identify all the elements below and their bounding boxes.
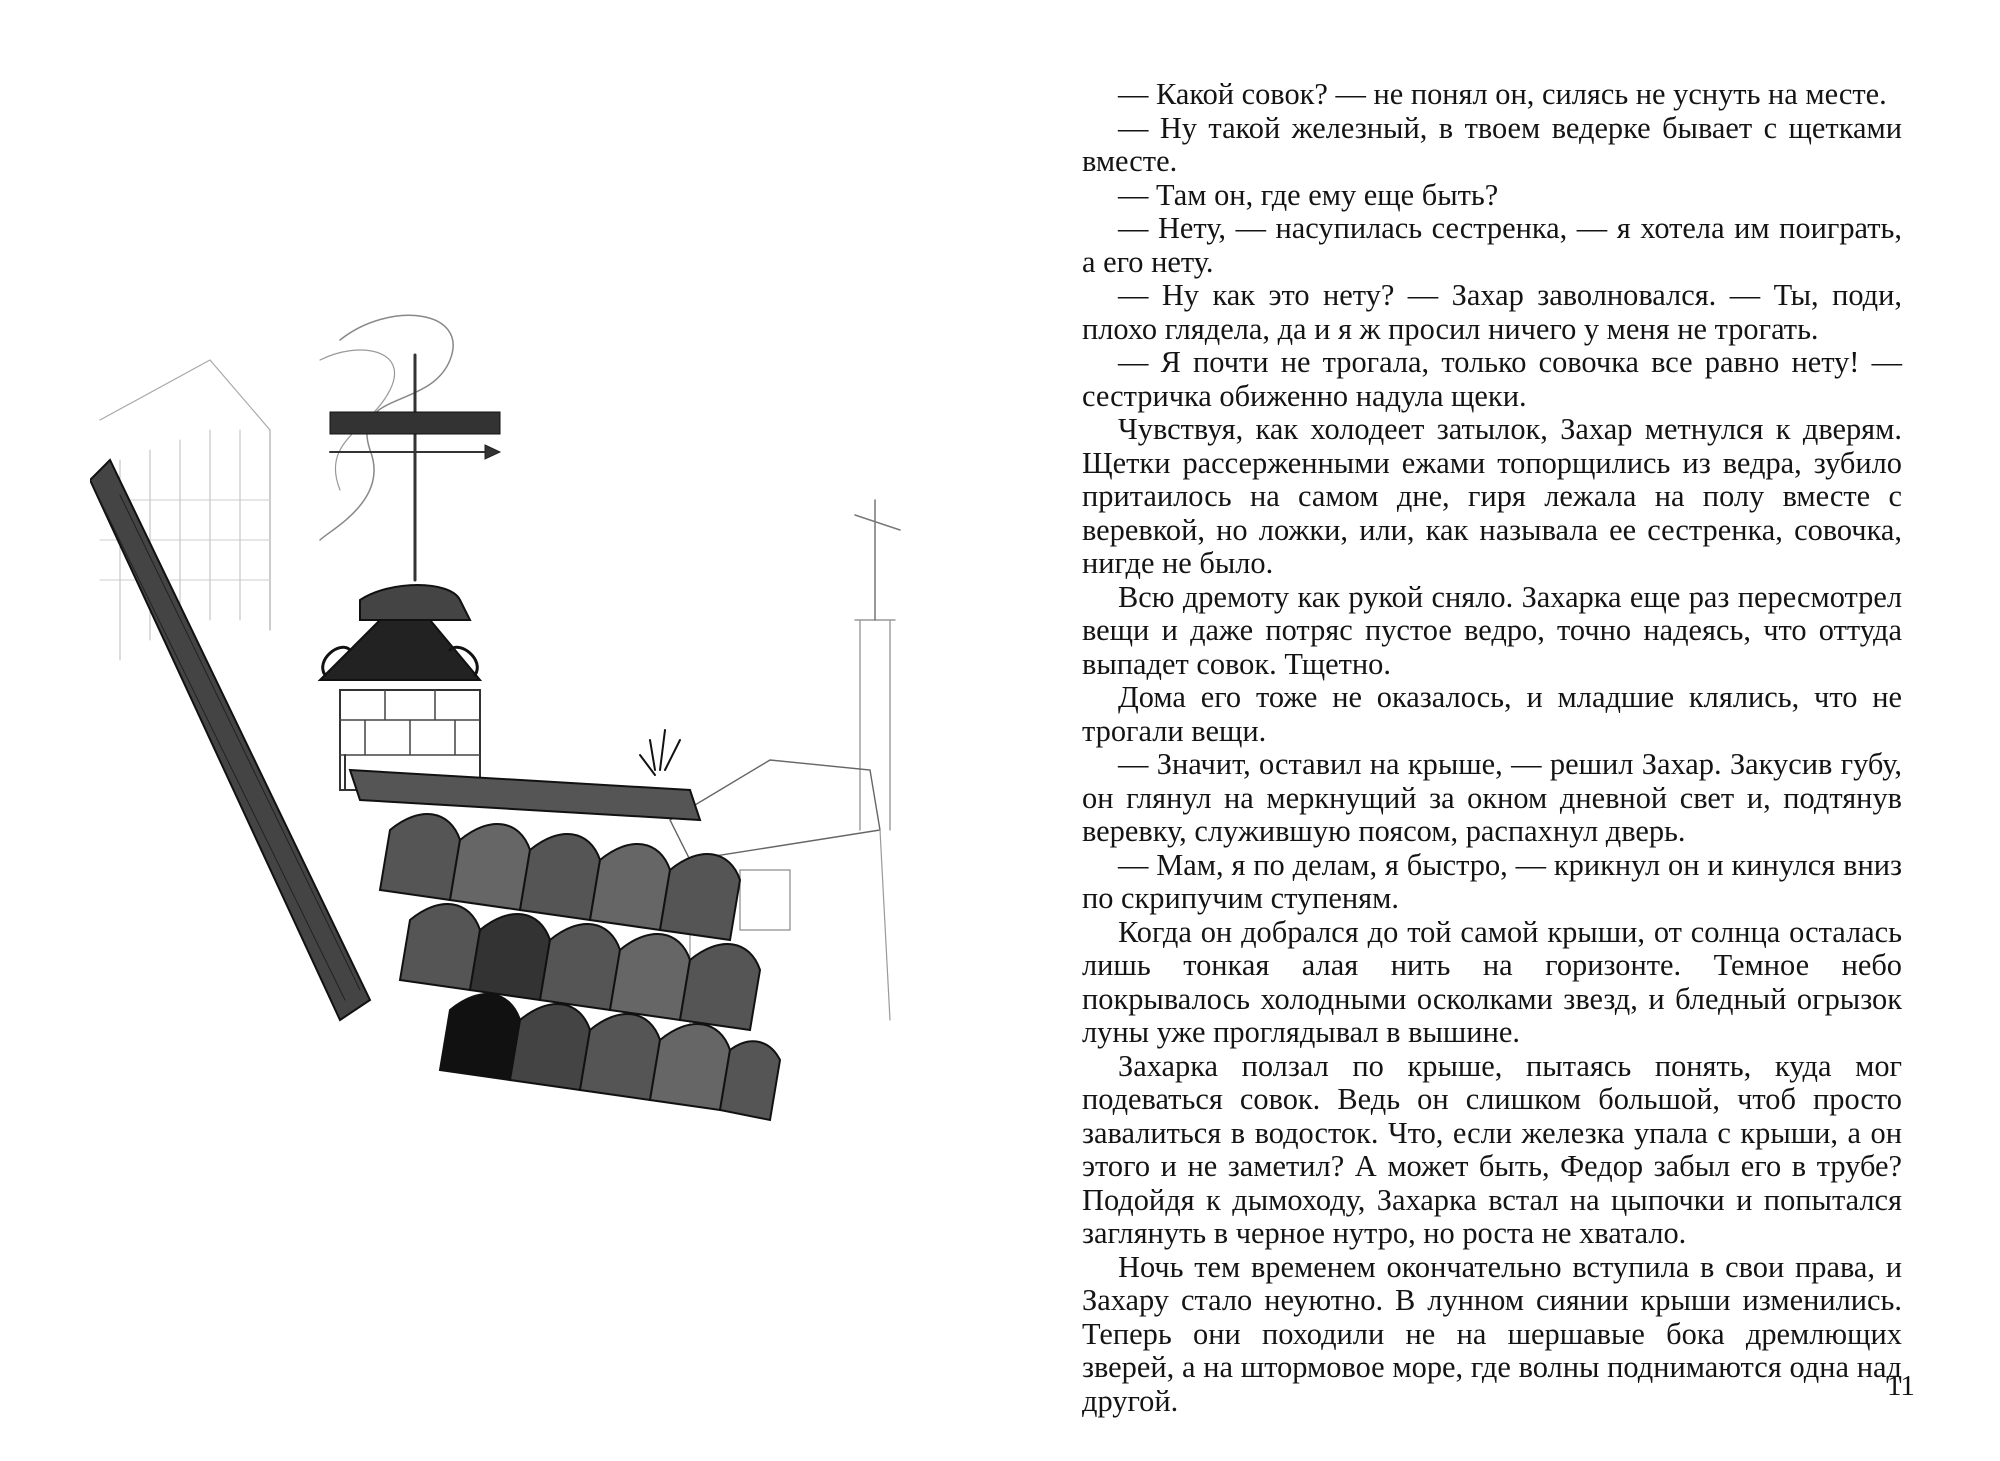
page-number: 11 [1887, 1370, 1915, 1402]
paragraph: — Мам, я по делам, я быстро, — крикнул он и кинулся вниз по скрипучим ступеням. [1082, 847, 1902, 915]
paragraph: Всю дремоту как рукой сняло. Захарка еще раз пересмотрел вещи и даже потряс пустое ведро, точно надеясь, что оттуда выпадет совок. Тщетно. [1082, 579, 1902, 681]
paragraph: — Значит, оставил на крыше, — решил Захар. Закусив губу, он глянул на меркнущий за окном дневной свет и, подтянув веревку, служившую поясом, распахнул дверь. [1082, 747, 1902, 848]
paragraph: — Нету, — насупилась сестренка, — я хотела им поиграть, а его нету. [1082, 211, 1902, 279]
paragraph: — Там он, где ему еще быть? [1118, 177, 1499, 212]
paragraph: Ночь тем временем окончательно вступила в свои права, и Захару стало неуютно. В лунном сиянии крыши изменились. Теперь они походили не на шершавые бока дремлющих зверей, а на штормовое море, где волны поднимаются одна над другой. [1082, 1249, 1902, 1418]
paragraph: Захарка ползал по крыше, пытаясь понять, куда мог подеваться совок. Ведь он слишком большой, чтоб просто завалиться в водосток. Что, если железка упала с крыши, а он этого и не заметил? А может быть, Федор забыл его в трубе? Подойдя к дымоходу, Захарка встал на цыпочки и попытался заглянуть в черное нутро, но роста не хватало. [1082, 1048, 1902, 1250]
paragraph: — Какой совок? — не понял он, силясь не уснуть на месте. [1118, 77, 1887, 111]
paragraph: — Ну как это нету? — Захар заволновался. — Ты, поди, плохо глядела, да и я ж просил ничего у меня не трогать. [1082, 278, 1902, 346]
rooftop-chimney-illustration [90, 300, 970, 1270]
paragraph: Когда он добрался до той самой крыши, от солнца осталась лишь тонкая алая нить на горизонте. Темное небо покрывалось холодными осколками звезд, и бледный огрызок луны уже проглядывал в вышине. [1082, 914, 1902, 1049]
story-text-column [1082, 78, 1902, 1418]
paragraph: — Я почти не трогала, только совочка все равно нету! — сестричка обиженно надула щеки. [1082, 345, 1902, 413]
paragraph: Дома его тоже не оказалось, и младшие клялись, что не трогали вещи. [1082, 680, 1902, 748]
paragraph: Чувствуя, как холодеет затылок, Захар метнулся к дверям. Щетки рассерженными ежами топорщились из ведра, зубило притаилось на самом дне, гиря лежала на полу вместе с веревкой, но ложки, или, как называла ее сестренка, совочка, нигде не было. [1082, 412, 1902, 580]
paragraph: — Ну такой железный, в твоем ведерке бывает с щетками вместе. [1082, 110, 1902, 178]
